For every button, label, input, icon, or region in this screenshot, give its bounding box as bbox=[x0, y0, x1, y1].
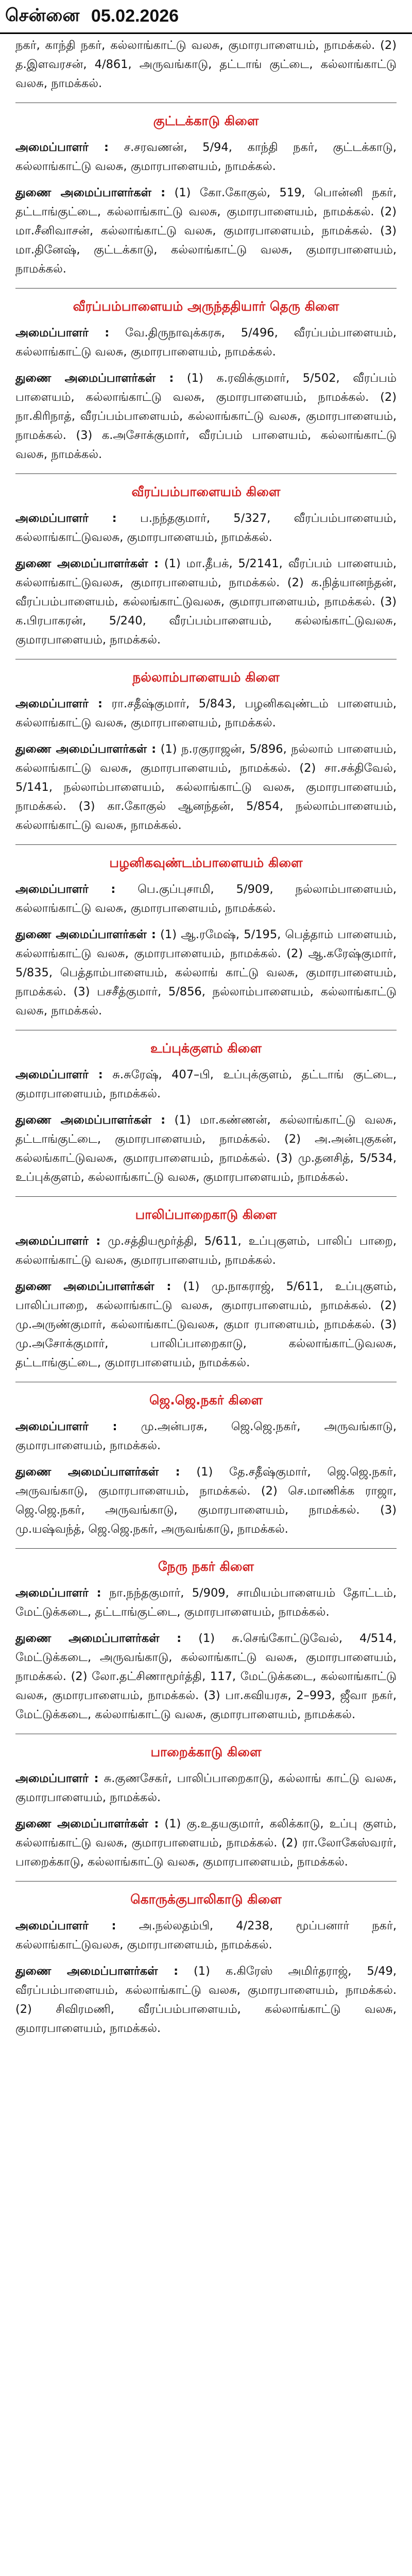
branch-title: பாலிப்பாறைகாடு கிளை bbox=[135, 1207, 277, 1222]
branch-section bbox=[15, 1548, 397, 1724]
section-divider bbox=[15, 1196, 397, 1197]
organizer-paragraph bbox=[15, 1065, 397, 1104]
deputies-details: (1) தே.சதீஷ்குமார், ஜெ.ஜெ.நகர், அருவங்காடு, குமாரபாளையம், நாமக்கல். (2) செ.மாணிக்க ராஜா, ஜெ.ஜெ.நகர், அருவங்காடு, குமாரபாளையம், நாமக்கல். (3) மு.யஷ்வந்த், ஜெ.ஜெ.நகர், அருவங்காடு, நாமக்கல். bbox=[15, 1465, 397, 1536]
organizer-paragraph bbox=[15, 509, 397, 547]
branch-title: வீரப்பம்பாளையம் அருந்ததியார் தெரு கிளை bbox=[73, 299, 339, 314]
deputies-label: துணை அமைப்பாளர்கள் : bbox=[15, 742, 157, 756]
organizer-label: அமைப்பாளர் : bbox=[15, 1586, 101, 1600]
section-divider bbox=[15, 288, 397, 289]
city-name: சென்னை bbox=[5, 5, 80, 26]
branch-title: ஜெ.ஜெ.நகர் கிளை bbox=[149, 1393, 263, 1408]
deputies-label: துணை அமைப்பாளர்கள் : bbox=[15, 1632, 182, 1645]
organizer-paragraph bbox=[15, 694, 397, 733]
deputies-label: துணை அமைப்பாளர்கள் : bbox=[15, 1465, 180, 1479]
branch-title: குட்டக்காடு கிளை bbox=[153, 113, 259, 128]
organizer-details: ப.நந்தகுமார், 5/327, வீரப்பம்பாளையம், கல்லாங்காட்டுவலசு, குமாரபாளையம், நாமக்கல். bbox=[15, 512, 397, 544]
organizer-paragraph bbox=[15, 1917, 397, 1955]
branch-section bbox=[15, 1030, 397, 1187]
deputies-details: (1) க.கிரேஸ் அமிர்தராஜ், 5/49, வீரப்பம்பாளையம், கல்லாங்காட்டு வலசு, குமாரபாளையம், நாமக்கல். (2) சிவிரமணி, வீரப்பம்பாளையம், கல்லாங்காட்டு வலசு, குமாரபாளையம், நாமக்கல். bbox=[15, 1964, 397, 2035]
branch-title: நேரு நகர் கிளை bbox=[158, 1559, 254, 1574]
issue-date: 05.02.2026 bbox=[91, 6, 179, 26]
deputies-paragraph bbox=[15, 554, 397, 650]
deputies-details: (1) கு.உதயகுமார், கலிக்காடு, உப்பு குளம், கல்லாங்காட்டு வலசு, குமாரபாளையம், நாமக்கல். (2) ரா.லோகேஸ்வரர், பாறைக்காடு, கல்லாங்காட்டு வலசு, குமாரபாளையம், நாமக்கல். bbox=[15, 1817, 397, 1869]
organizer-label: அமைப்பாளர் : bbox=[15, 512, 117, 525]
deputies-paragraph bbox=[15, 1815, 397, 1872]
deputies-details: (1) ஆ.ரமேஷ், 5/195, பெத்தாம் பாளையம், கல்லாங்காட்டு வலசு, குமாரபாளையம், நாமக்கல். (2) ஆ.கரேஷ்குமார், 5/835, பெத்தாம்பாளையம், கல்லாங் காட்டு வலசு, குமாரபாளையம், நாமக்கல். (3) பசசீத்குமார், 5/856, நல்லாம்பாளையம், கல்லாங்காட்டு வலசு, நாமக்கல். bbox=[15, 928, 397, 1018]
branch-title: கொருக்குபாலிகாடு கிளை bbox=[130, 1892, 282, 1907]
organizer-label: அமைப்பாளர் : bbox=[15, 697, 103, 710]
branch-title: உப்புக்குளம் கிளை bbox=[150, 1041, 262, 1056]
organizer-paragraph bbox=[15, 1232, 397, 1270]
organizer-label: அமைப்பாளர் : bbox=[15, 1772, 99, 1785]
branch-section bbox=[15, 103, 397, 279]
organizer-details: ச.சரவணன், 5/94, காந்தி நகர், குட்டக்காடு, கல்லாங்காட்டு வலசு, குமாரபாளையம், நாமக்கல். bbox=[15, 141, 397, 173]
organizer-details: பெ.குப்புசாமி, 5/909, நல்லாம்பாளையம், கல்லாங்காட்டு வலசு, குமாரபாளையம், நாமக்கல். bbox=[15, 883, 397, 915]
organizer-details: நா.நந்தகுமார், 5/909, சாமியம்பாளையம் தோட்டம், மேட்டுக்கடை, தட்டாங்குட்டை, குமாரபாளையம், நாமக்கல். bbox=[15, 1586, 397, 1619]
deputies-paragraph bbox=[15, 1962, 397, 2038]
deputies-label: துணை அமைப்பாளர்கள் : bbox=[15, 371, 174, 385]
section-divider bbox=[15, 1881, 397, 1882]
article-body bbox=[0, 34, 412, 2038]
branch-sections bbox=[15, 103, 397, 2038]
deputies-label: துணை அமைப்பாளர்கள் : bbox=[15, 1280, 171, 1293]
organizer-label: அமைப்பாளர் : bbox=[15, 326, 110, 340]
deputies-paragraph bbox=[15, 183, 397, 279]
branch-section bbox=[15, 1382, 397, 1539]
organizer-paragraph bbox=[15, 138, 397, 176]
deputies-label: துணை அமைப்பாளர்கள் : bbox=[15, 928, 156, 941]
organizer-details: மு.சத்தியமூர்த்தி, 5/611, உப்புகுளம், பாலிப் பாறை, கல்லாங்காட்டு வலசு, குமாரபாளையம், நாமக்கல். bbox=[15, 1234, 397, 1267]
organizer-paragraph bbox=[15, 1417, 397, 1455]
branch-section bbox=[15, 659, 397, 835]
organizer-label: அமைப்பாளர் : bbox=[15, 1234, 101, 1248]
branch-section bbox=[15, 1196, 397, 1372]
deputies-details: (1) க.ரவிக்குமார், 5/502, வீரப்பம் பாளையம், கல்லாங்காட்டு வலசு, குமாரபாளையம், நாமக்கல். (2) நா.கிரிநாத், வீரப்பம்பாளையம், கல்லாங்காட்டு வலசு, குமாரபாளையம், நாமக்கல். (3) க.அசோக்குமார், வீரப்பம் பாளையம், கல்லாங்காட்டு வலசு, நாமக்கல். bbox=[15, 371, 397, 461]
deputies-paragraph bbox=[15, 740, 397, 835]
deputies-details: (1) மு.நாகராஜ், 5/611, உப்புகுளம், பாலிப்பாறை, கல்லாங்காட்டு வலசு, குமாரபாளையம், நாமக்கல். (2) மு.அருண்குமார், கல்லாங்காட்டுவலசு, குமா ரபாளையம், நாமக்கல். (3) மு.அசோக்குமார், பாலிப்பாறைகாடு, கல்லாங்காட்டுவலசு, தட்டாங்குட்டை, குமாரபாளையம், நாமக்கல். bbox=[15, 1280, 397, 1369]
section-divider bbox=[15, 844, 397, 845]
branch-title: பழனிகவுண்டம்பாளையம் கிளை bbox=[109, 855, 303, 870]
organizer-details: ரா.சதீஷ்குமார், 5/843, பழனிகவுண்டம் பாளையம், கல்லாங்காட்டு வலசு, குமாரபாளையம், நாமக்கல். bbox=[15, 697, 397, 730]
deputies-details: (1) மா.கண்ணன், கல்லாங்காட்டு வலசு, தட்டாங்குட்டை, குமாரபாளையம், நாமக்கல். (2) அ.அன்புகுகன், கல்லங்காட்டுவலசு, குமாரபாளையம், நாமக்கல். (3) மு.தனசித், 5/534, உப்புக்குளம், கல்லாங்காட்டு வலசு, குமாரபாளையம், நாமக்கல். bbox=[15, 1113, 397, 1184]
organizer-details: வே.திருநாவுக்கரசு, 5/496, வீரப்பம்பாளையம், கல்லாங்காட்டு வலசு, குமாரபாளையம், நாமக்கல். bbox=[15, 326, 397, 359]
deputies-details: (1) ந.ரகுராஜன், 5/896, நல்லாம் பாளையம், கல்லாங்காட்டு வலசு, குமாரபாளையம், நாமக்கல். (2) சா.சக்திவேல், 5/141, நல்லாம்பாளையம், கல்லாங்காட்டு வலசு, குமாரபாளையம், நாமக்கல். (3) கா.கோகுல் ஆனந்தன், 5/854, நல்லாம்பாளையம், கல்லாங்காட்டு வலசு, நாமக்கல். bbox=[15, 742, 397, 832]
organizer-paragraph bbox=[15, 880, 397, 918]
organizer-label: அமைப்பாளர் : bbox=[15, 883, 116, 896]
organizer-details: சு.சுரேஷ், 407–பி, உப்புக்குளம், தட்டாங் குட்டை, குமாரபாளையம், நாமக்கல். bbox=[15, 1068, 397, 1100]
branch-title: வீரப்பம்பாளையம் கிளை bbox=[131, 484, 281, 499]
deputies-label: துணை அமைப்பாளர்கள் : bbox=[15, 1113, 166, 1127]
branch-section bbox=[15, 288, 397, 464]
organizer-label: அமைப்பாளர் : bbox=[15, 1420, 117, 1433]
organizer-paragraph bbox=[15, 1584, 397, 1622]
deputies-label: துணை அமைப்பாளர்கள் : bbox=[15, 557, 159, 570]
section-divider bbox=[15, 473, 397, 474]
deputies-label: துணை அமைப்பாளர்கள் : bbox=[15, 1817, 159, 1831]
branch-section bbox=[15, 844, 397, 1021]
deputies-details: (1) சு.செங்கோட்டுவேல், 4/514, மேட்டுக்கடை, அருவங்காடு, கல்லாங்காட்டு வலசு, குமாரபாளையம், நாமக்கல். (2) லோ.தட்சிணாமூர்த்தி, 117, மேட்டுக்கடை, கல்லாங்காட்டு வலசு, குமாரபாளையம், நாமக்கல். (3) பா.கவியரசு, 2–993, ஜீவா நகர், மேட்டுக்கடை, கல்லாங்காட்டு வலசு, குமாரபாளையம், நாமக்கல். bbox=[15, 1632, 397, 1721]
organizer-label: அமைப்பாளர் : bbox=[15, 1919, 116, 1933]
section-divider bbox=[15, 1548, 397, 1549]
deputies-label: துணை அமைப்பாளர்கள் : bbox=[15, 186, 166, 199]
organizer-paragraph bbox=[15, 324, 397, 362]
deputies-paragraph bbox=[15, 925, 397, 1021]
deputies-details: (1) மா.தீபக், 5/2141, வீரப்பம் பாளையம், கல்லாங்காட்டுவலசு, குமாரபாளையம், நாமக்கல். (2) க.நித்யானந்தன், வீரப்பம்பாளையம், கல்லங்காட்டுவலசு, குமாரபாளையம், நாமக்கல். (3) க.பிரபாகரன், 5/240, வீரப்பம்பாளையம், கல்லங்காட்டுவலசு, குமாரபாளையம், நாமக்கல். bbox=[15, 557, 397, 647]
deputies-details: (1) கோ.கோகுல், 519, பொன்னி நகர், தட்டாங்குட்டை, கல்லாங்காட்டு வலசு, குமாரபாளையம், நாமக்கல். (2) மா.சீனிவாசன், கல்லாங்காட்டு வலசு, குமாரபாளையம், நாமக்கல். (3) மா.தினேஷ், குட்டக்காடு, கல்லாங்காட்டு வலசு, குமாரபாளையம், நாமக்கல். bbox=[15, 186, 397, 276]
deputies-paragraph bbox=[15, 1277, 397, 1372]
organizer-details: சு.குணசேகர், பாலிப்பாறைகாடு, கல்லாங் காட்டு வலசு, குமாரபாளையம், நாமக்கல். bbox=[15, 1772, 397, 1804]
intro-paragraph: நகர், காந்தி நகர், கல்லாங்காட்டு வலசு, குமாரபாளையம், நாமக்கல். (2) த.இளவரசன், 4/861, அருவங்காடு, தட்டாங் குட்டை, கல்லாங்காட்டு வலசு, நாமக்கல். bbox=[15, 39, 397, 90]
deputies-label: துணை அமைப்பாளர்கள் : bbox=[15, 1964, 179, 1978]
organizer-details: அ.நல்லதம்பி, 4/238, மூப்பனார் நகர், கல்லாங்காட்டுவலசு, குமாரபாளையம், நாமக்கல். bbox=[15, 1919, 397, 1952]
deputies-paragraph bbox=[15, 1629, 397, 1724]
organizer-paragraph bbox=[15, 1769, 397, 1807]
deputies-paragraph bbox=[15, 369, 397, 464]
newspaper-masthead bbox=[0, 0, 412, 34]
branch-section bbox=[15, 1734, 397, 1872]
organizer-label: அமைப்பாளர் : bbox=[15, 1068, 103, 1081]
organizer-label: அமைப்பாளர் : bbox=[15, 141, 109, 154]
organizer-details: மு.அன்பரசு, ஜெ.ஜெ.நகர், அருவங்காடு, குமாரபாளையம், நாமக்கல். bbox=[15, 1420, 397, 1452]
deputies-paragraph bbox=[15, 1111, 397, 1187]
branch-title: நல்லாம்பாளையம் கிளை bbox=[132, 670, 280, 685]
deputies-paragraph bbox=[15, 1463, 397, 1539]
branch-section bbox=[15, 1881, 397, 2038]
branch-title: பாறைக்காடு கிளை bbox=[150, 1744, 262, 1759]
branch-section bbox=[15, 473, 397, 650]
